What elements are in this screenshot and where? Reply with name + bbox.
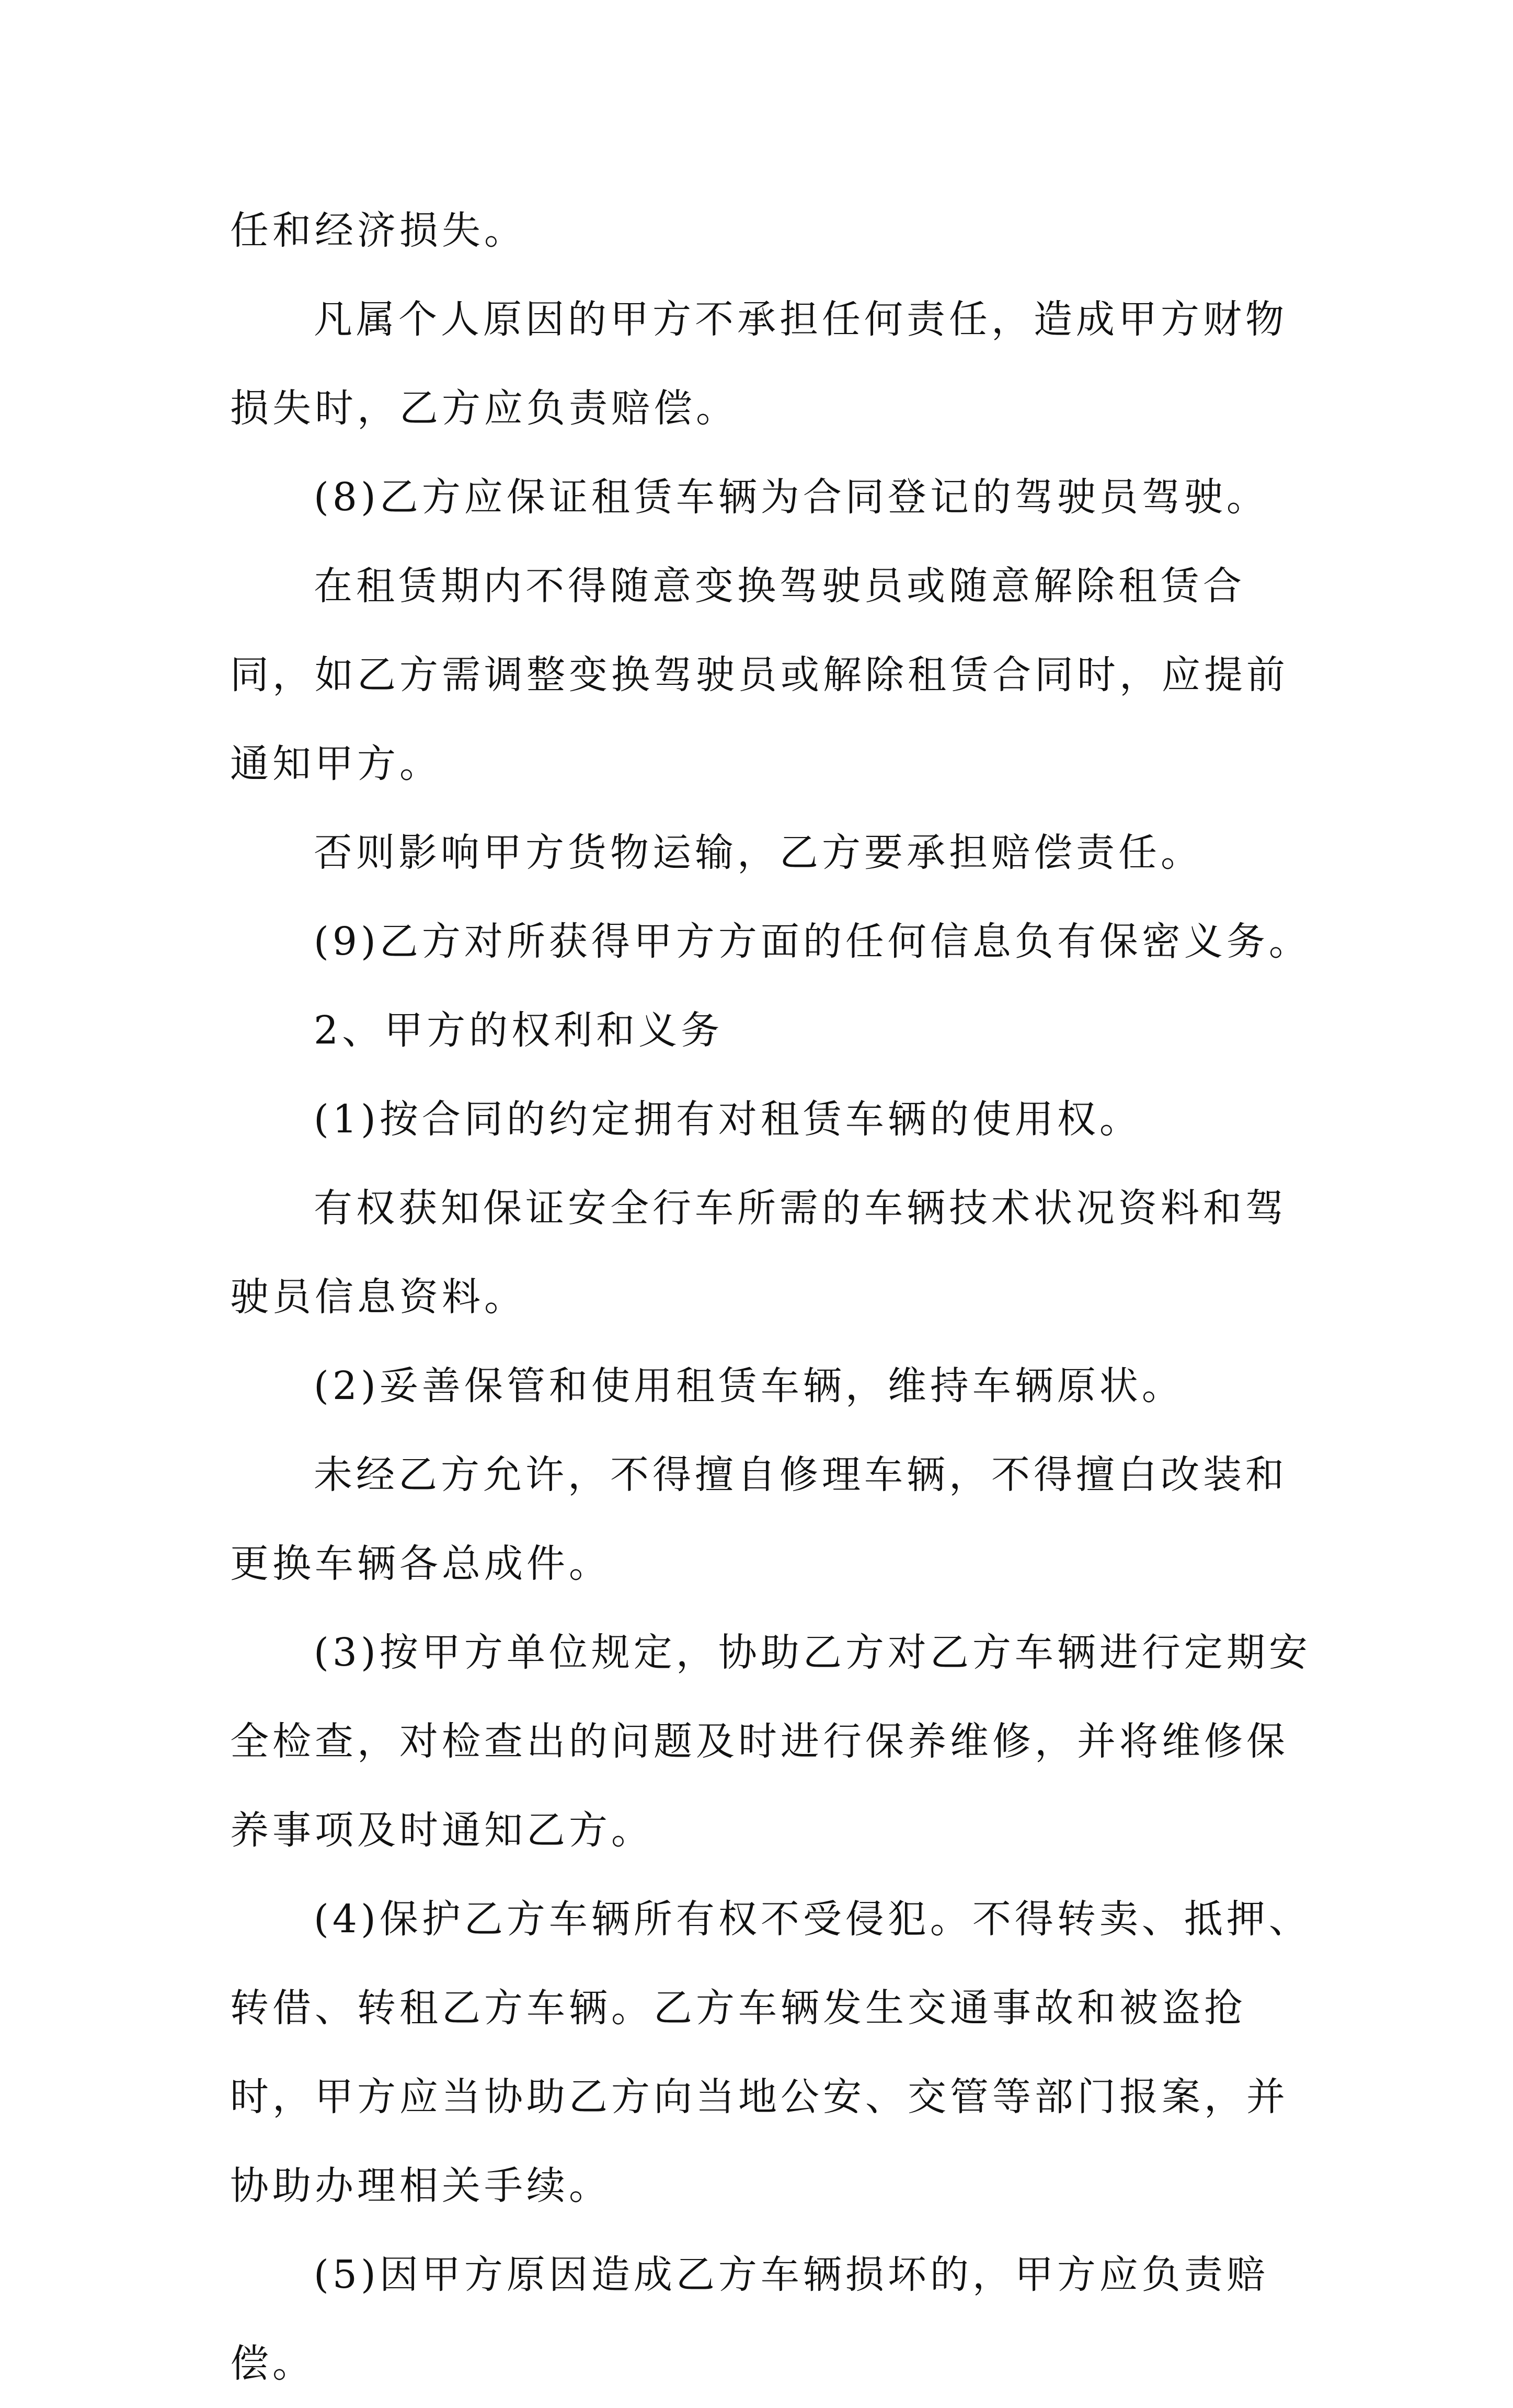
document-body [230, 186, 1312, 2408]
paragraph: (4)保护乙方车辆所有权不受侵犯。不得转卖、抵押、转借、转租乙方车辆。乙方车辆发生交通事故和被盗抢时，甲方应当协助乙方向当地公安、交管等部门报案，并协助办理相关手续。 [230, 1897, 1311, 2208]
paragraph: 在租赁期内不得随意变换驾驶员或随意解除租赁合同，如乙方需调整变换驾驶员或解除租赁合同时，应提前通知甲方。 [230, 564, 1289, 786]
paragraph: 未经乙方允许，不得擅自修理车辆，不得擅白改装和更换车辆各总成件。 [230, 1452, 1288, 1586]
paragraph: 任和经济损失。 [230, 208, 526, 253]
paragraph: (9)乙方对所获得甲方方面的任何信息负有保密义务。 [314, 919, 1311, 964]
paragraph: (2)妥善保管和使用租赁车辆，维持车辆原状。 [314, 1363, 1184, 1408]
paragraph: (1)按合同的约定拥有对租赁车辆的使用权。 [314, 1097, 1142, 1142]
paragraph: (5)因甲方原因造成乙方车辆损坏的，甲方应负责赔偿。 [230, 2252, 1269, 2386]
paragraph: 凡属个人原因的甲方不承担任何责任，造成甲方财物损失时，乙方应负责赔偿。 [230, 297, 1288, 431]
paragraph: 否则影响甲方货物运输，乙方要承担赔偿责任。 [314, 830, 1203, 875]
section-heading: 2、甲方的权利和义务 [314, 1008, 724, 1053]
paragraph: (8)乙方应保证租赁车辆为合同登记的驾驶员驾驶。 [314, 475, 1269, 520]
paragraph: (3)按甲方单位规定，协助乙方对乙方车辆进行定期安全检查，对检查出的问题及时进行保养维修，并将维修保养事项及时通知乙方。 [230, 1630, 1311, 1853]
paragraph: 有权获知保证安全行车所需的车辆技术状况资料和驾驶员信息资料。 [230, 1186, 1288, 1320]
